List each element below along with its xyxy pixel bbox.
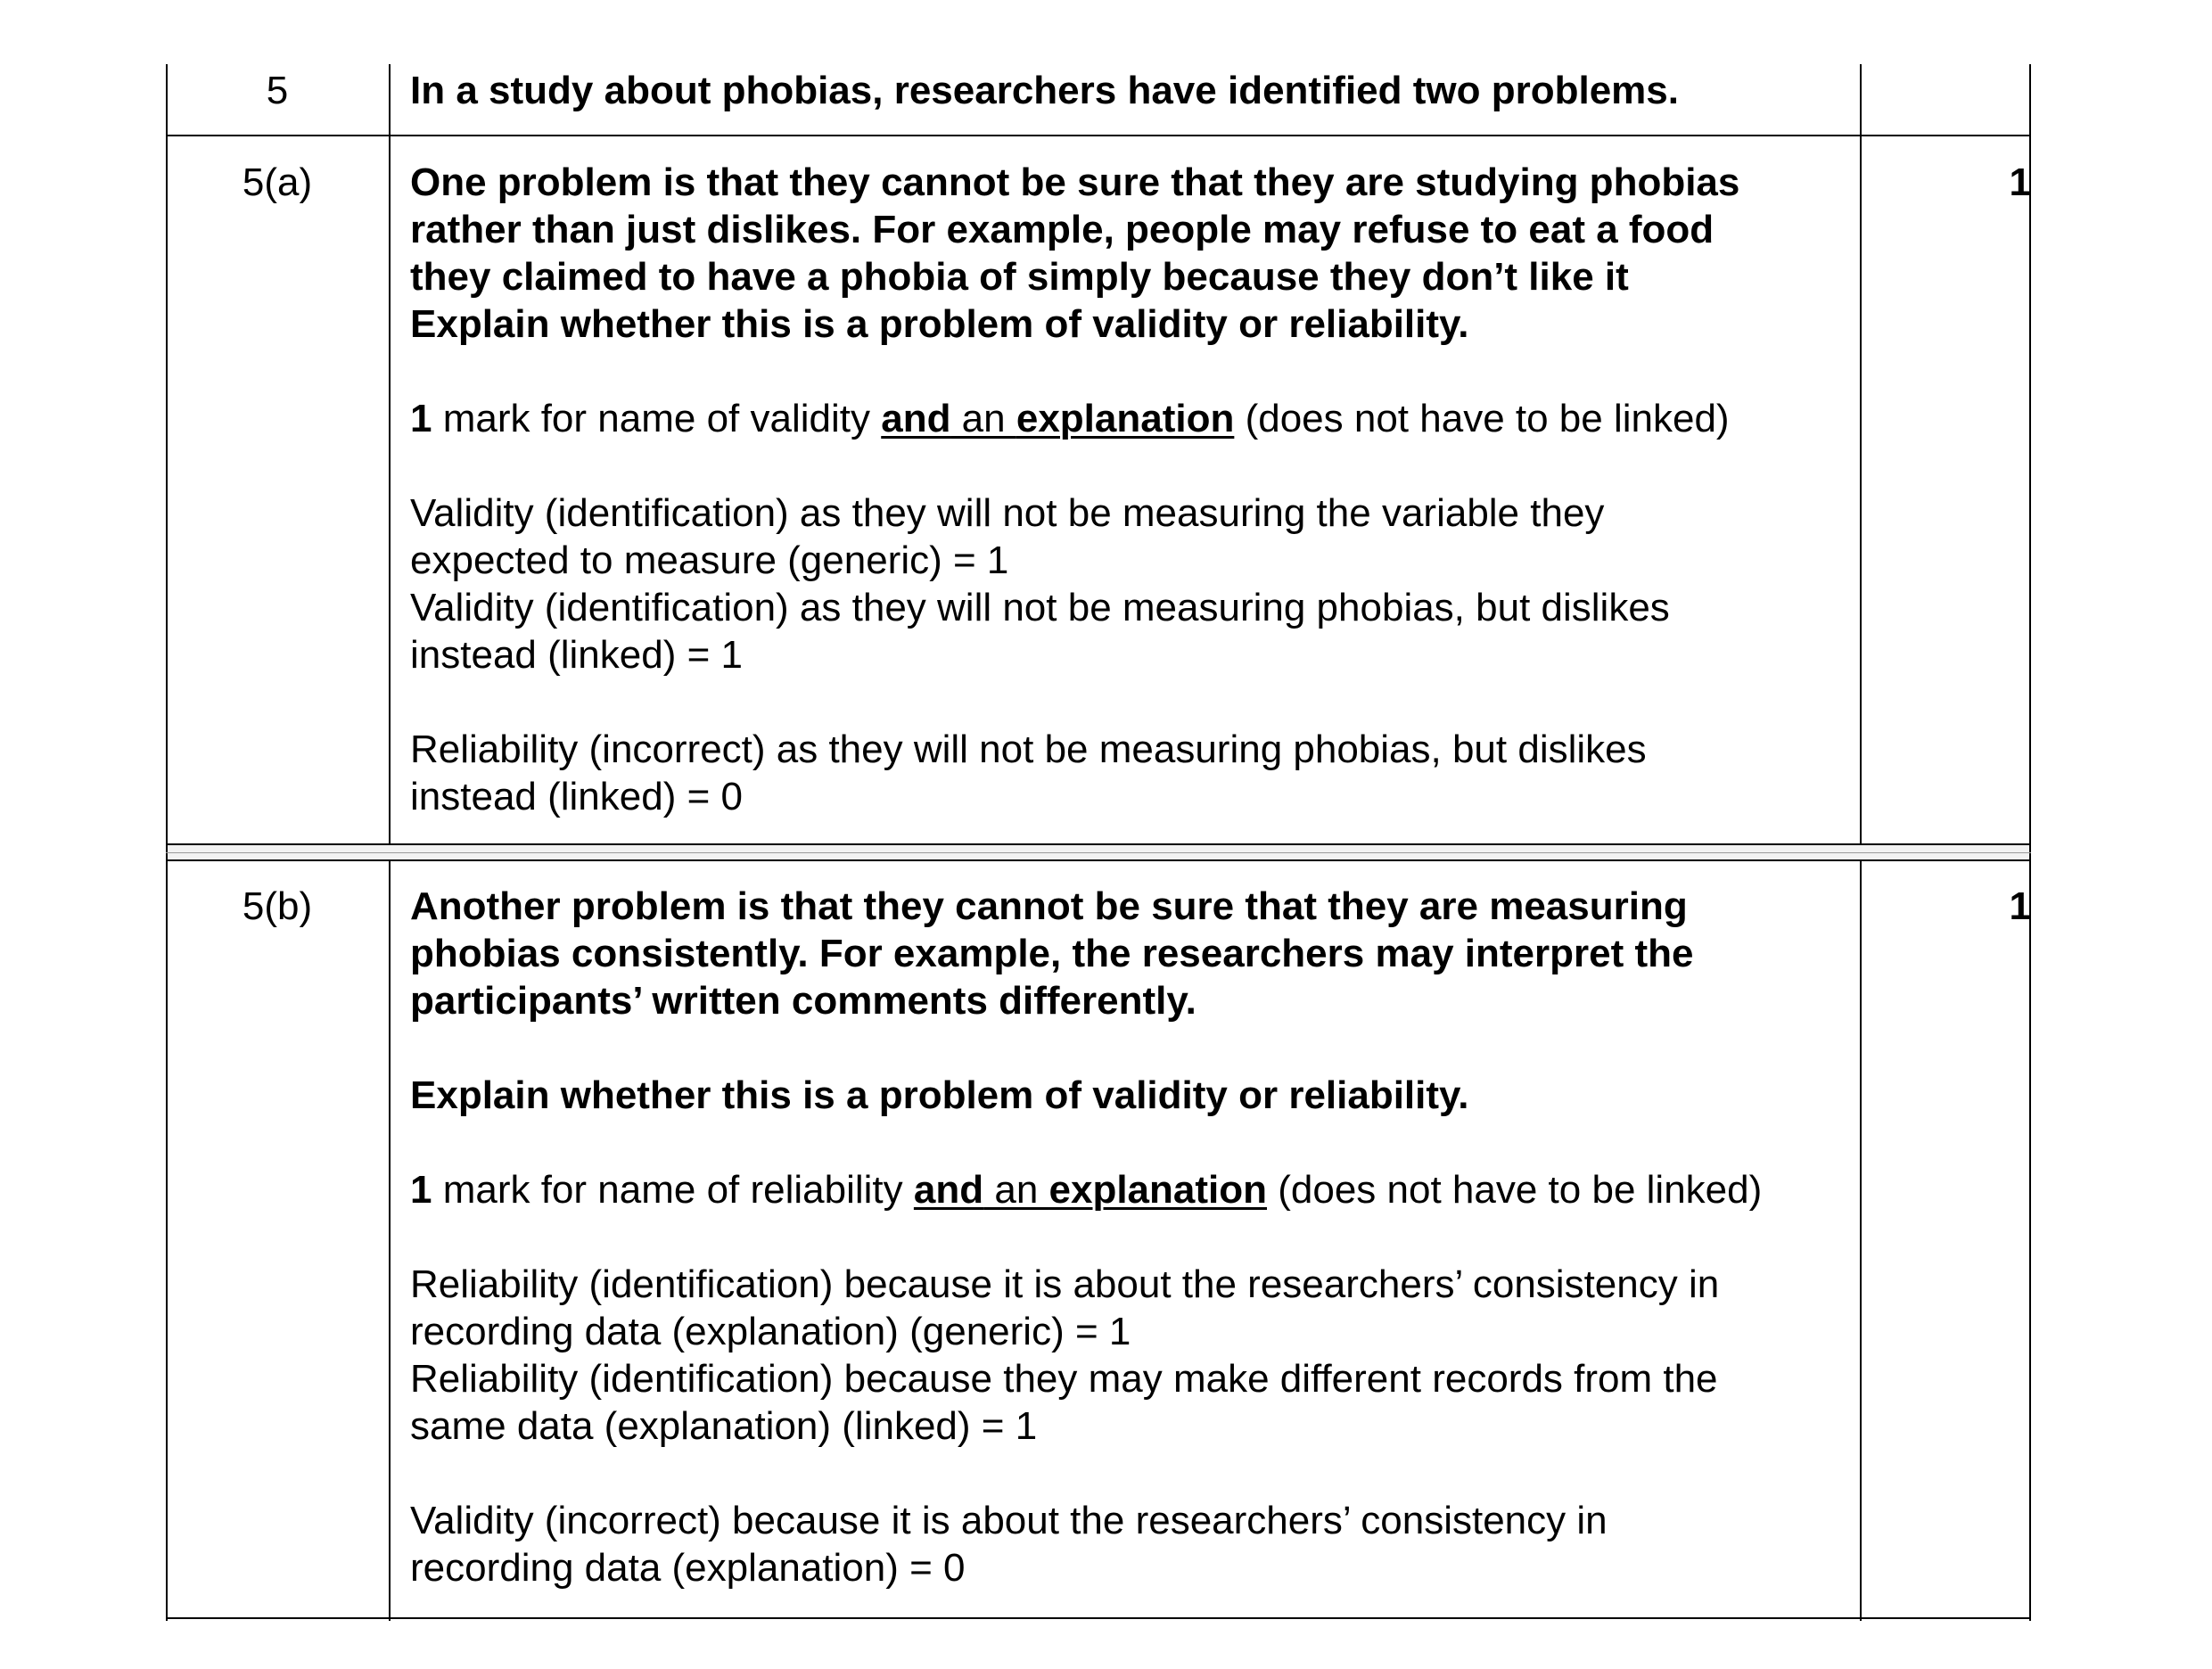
answer-line: Validity (identification) as they will not be measuring phobias, but dislikes <box>410 586 1670 629</box>
answer-line-incorrect: instead (linked) = 0 <box>410 775 743 818</box>
question-line: Explain whether this is a problem of validity or reliability. <box>410 302 1469 346</box>
mark-rule-an: an <box>983 1168 1049 1212</box>
answer-line-incorrect: Reliability (incorrect) as they will not be measuring phobias, but dislikes <box>410 728 1647 771</box>
question-line: phobias consistently. For example, the researchers may interpret the <box>410 932 1694 975</box>
answer-line: Validity (identification) as they will not be measuring the variable they <box>410 491 1605 535</box>
answer-line: same data (explanation) (linked) = 1 <box>410 1404 1038 1448</box>
table-border-left <box>166 64 168 1621</box>
column-divider-marks <box>1860 64 1862 1621</box>
question-number: 5(a) <box>242 160 313 204</box>
question-line: Another problem is that they cannot be sure that they are measuring <box>410 884 1688 928</box>
question-line: rather than just dislikes. For example, people may refuse to eat a food <box>410 208 1715 251</box>
answer-line-incorrect: recording data (explanation) = 0 <box>410 1546 966 1590</box>
question-line: they claimed to have a phobia of simply because they don’t like it <box>410 255 1629 299</box>
question-line: participants’ written comments differently. <box>410 979 1196 1023</box>
answer-content <box>410 159 1854 820</box>
mark-rule-an: an <box>950 397 1016 440</box>
mark-rule <box>410 395 1854 442</box>
mark-rule-and: and <box>881 397 951 440</box>
answer-line-incorrect: Validity (incorrect) because it is about the researchers’ consistency in <box>410 1499 1608 1542</box>
question-number: 5(b) <box>242 884 313 928</box>
row-divider-band-mid <box>166 852 2031 853</box>
row-divider-5a-bottom <box>166 843 2031 845</box>
mark-rule-text: mark for name of validity <box>432 397 882 440</box>
mark-rule-and: and <box>913 1168 984 1212</box>
mark-count: 1 <box>410 397 432 440</box>
table-border-right <box>2029 64 2031 1621</box>
answer-line: instead (linked) = 1 <box>410 633 743 677</box>
answer-line: Reliability (identification) because it is about the researchers’ consistency in <box>410 1262 1720 1306</box>
answer-line: recording data (explanation) (generic) = 1 <box>410 1310 1131 1353</box>
row-divider-5b-top <box>166 859 2031 861</box>
question-instruction: Explain whether this is a problem of validity or reliability. <box>410 1073 1469 1117</box>
question-stem: In a study about phobias, researchers have identified two problems. <box>410 69 1679 112</box>
mark-rule <box>410 1166 1854 1213</box>
mark-rule-explanation: explanation <box>1016 397 1235 440</box>
mark-rule-text: mark for name of reliability <box>432 1168 914 1212</box>
marks-cell: 1 <box>2009 884 2031 928</box>
row-divider-5-5a <box>166 135 2031 136</box>
column-divider-number <box>389 64 391 1621</box>
mark-rule-explanation: explanation <box>1048 1168 1268 1212</box>
question-line: One problem is that they cannot be sure that they are studying phobias <box>410 160 1740 204</box>
table-border-bottom <box>166 1617 2031 1619</box>
answer-line: expected to measure (generic) = 1 <box>410 539 1009 582</box>
mark-rule-note: (does not have to be linked) <box>1267 1168 1763 1212</box>
mark-count: 1 <box>410 1168 432 1212</box>
answer-content <box>410 883 1854 1591</box>
question-number: 5 <box>266 69 289 112</box>
mark-rule-note: (does not have to be linked) <box>1234 397 1730 440</box>
marks-cell: 1 <box>2009 160 2031 204</box>
answer-line: Reliability (identification) because they may make different records from the <box>410 1357 1718 1401</box>
